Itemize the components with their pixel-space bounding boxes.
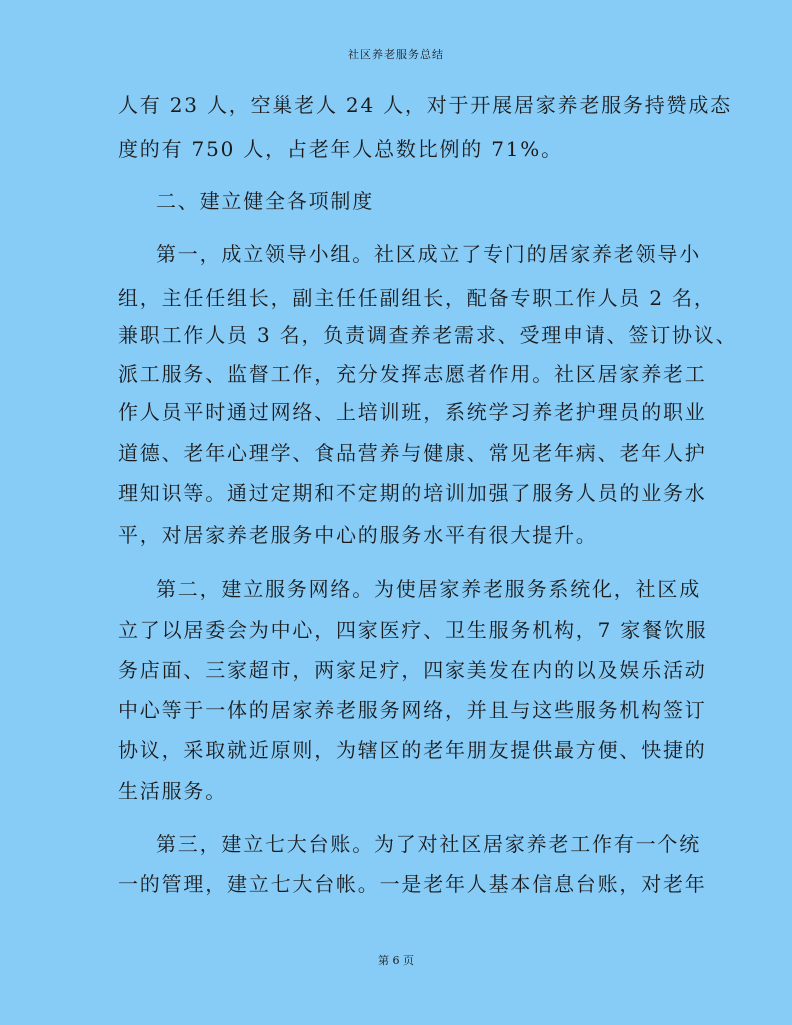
body-line: 中心等于一体的居家养老服务网络，并且与这些服务机构签订 [118, 698, 707, 722]
body-line: 度的有 750 人，占老年人总数比例的 71%。 [118, 137, 563, 161]
page-header: 社区养老服务总结 [348, 48, 444, 61]
body-line: 务店面、三家超市，两家足疗，四家美发在内的以及娱乐活动 [118, 658, 707, 682]
body-line: 协议，采取就近原则，为辖区的老年朋友提供最方便、快捷的 [118, 738, 707, 762]
body-line: 组，主任任组长，副主任任副组长，配备专职工作人员 2 名， [118, 286, 716, 310]
body-line: 人有 23 人，空巢老人 24 人，对于开展居家养老服务持赞成态 [118, 93, 732, 117]
body-line: 一的管理，建立七大台帐。一是老年人基本信息台账，对老年 [118, 872, 707, 896]
paragraph-first-line: 第一，成立领导小组。社区成立了专门的居家养老领导小 [156, 242, 701, 266]
body-line: 道德、老年心理学、食品营养与健康、常见老年病、老年人护 [118, 441, 707, 465]
body-line: 兼职工作人员 3 名，负责调查养老需求、受理申请、签订协议、 [118, 323, 738, 347]
section-heading: 二、建立健全各项制度 [156, 189, 374, 213]
body-line: 理知识等。通过定期和不定期的培训加强了服务人员的业务水 [118, 481, 707, 505]
body-line: 派工服务、监督工作，充分发挥志愿者作用。社区居家养老工 [118, 362, 707, 386]
paragraph-first-line: 第三，建立七大台账。为了对社区居家养老工作有一个统 [156, 832, 701, 856]
page-number: 第 6 页 [378, 954, 414, 967]
paragraph-first-line: 第二，建立服务网络。为使居家养老服务系统化，社区成 [156, 577, 701, 601]
body-line: 生活服务。 [118, 779, 227, 803]
body-line: 作人员平时通过网络、上培训班，系统学习养老护理员的职业 [118, 400, 707, 424]
body-line: 立了以居委会为中心，四家医疗、卫生服务机构，7 家餐饮服 [118, 618, 708, 642]
body-line: 平，对居家养老服务中心的服务水平有很大提升。 [118, 523, 598, 547]
